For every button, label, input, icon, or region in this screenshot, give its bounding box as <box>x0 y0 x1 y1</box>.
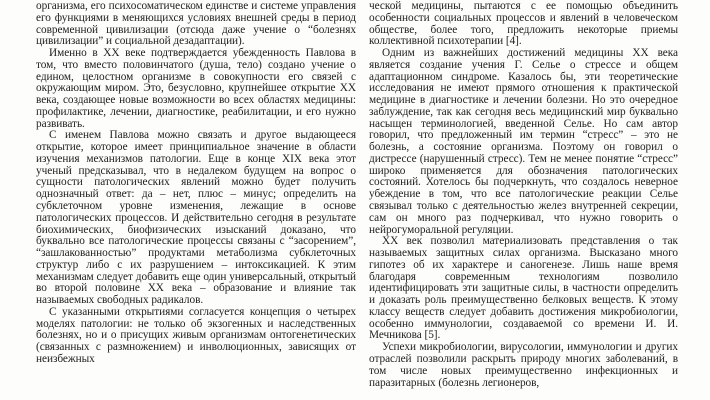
paragraph: XX век позволил материализовать представления о так называемых защитных силах организма. Высказано много гипотез об их характере и саногенезе. Лишь наше время благодаря современным технологиям позволило идентифицировать эти защитные силы, в частности определить и доказать роль преимущественно белковых веществ. К этому классу веществ следует добавить достижения микробиологии, особенно иммунологии, создаваемой со времени И. И. Мечникова [5]. <box>369 235 678 342</box>
paragraph: С именем Павлова можно связать и другое выдающееся открытие, которое имеет принципиальное значение в области изучения механизмов патологии. Еще в конце XIX века этот ученый предсказывал, что в недалеком будущем на вопрос о сущности патологических явлений можно будет получить однозначный ответ: да – нет, плюс – минус; определить на субклеточном уровне изменения, лежащие в основе патологических процессов. И действительно сегодня в результате биохимических, биофизических изысканий доказано, что буквально все патологические процессы связаны с “засорением”, “зашлакованностью” продуктами метаболизма субклеточных структур либо с их разрушением – интоксикацией. К этим механизмам следует добавить еще один универсальный, открытый во второй половине XX века – образование и влияние так называемых свободных радикалов. <box>36 129 356 307</box>
paragraph: Одним из важнейших достижений медицины XX века является создание учения Г. Селье о стрессе и общем адаптационном синдроме. Казалось бы, эти теоретические исследования не имеют прямого отношения к практической медицине в диагностике и лечении болезни. Но это очередное заблуждение, так как сегодня весь медицинский мир буквально насыщен терминологией, введенной Селье. Но сам автор говорил, что предложенный им термин “стресс” – это не болезнь, а состояние организма. Поэтому он говорил о дистрессе (нарушенный стресс). Тем не менее понятие “стресс” широко применяется для обозначения патологических состояний. Хотелось бы подчеркнуть, что создалось неверное убеждение в том, что все патологические реакции Селье связывал только с деятельностью желез внутренней секреции, сам он много раз подчеркивал, что нужно говорить о нейрогуморальной регуляции. <box>369 47 678 236</box>
paragraph: Успехи микробиологии, вирусологии, иммунологии и других отраслей позволили раскрыть природу многих заболеваний, в том числе новых преимущественно инфекционных и паразитарных (болезнь легионеров, <box>369 341 678 389</box>
text-column-left <box>36 1 356 400</box>
paragraph: Именно в XX веке подтверждается убежденность Павлова в том, что вместо половинчатого (душа, тело) создано учение о едином, целостном организме в совокупности его связей с окружающим миром. Это, безусловно, крупнейшее открытие XX века, создающее новые возможности во всех областях медицины: профилактике, лечении, диагностике, реабилитации, и его нужно развивать. <box>36 47 356 130</box>
paragraph: организма, его психосоматическом единстве и системе управления его функциями в меняющихся условиях внешней среды в период современной цивилизации (отсюда даже учение о “болезнях цивилизации” и социальной дезадаптации). <box>36 1 356 48</box>
text-column-right <box>369 1 678 400</box>
paragraph: С указанными открытиями согласуется концепция о четырех моделях патологии: не только об экзогенных и наследственных болезнях, но и о присущих живым организмам онтогенетических (связанных с размножением) и инволюционных, зависящих от неизбежных <box>36 305 356 365</box>
paragraph: ческой медицины, пытаются с ее помощью объединить особенности социальных процессов и явлений в человеческом обществе, более того, предложить некоторые приемы коллективной психотерапии [4]. <box>369 1 678 48</box>
